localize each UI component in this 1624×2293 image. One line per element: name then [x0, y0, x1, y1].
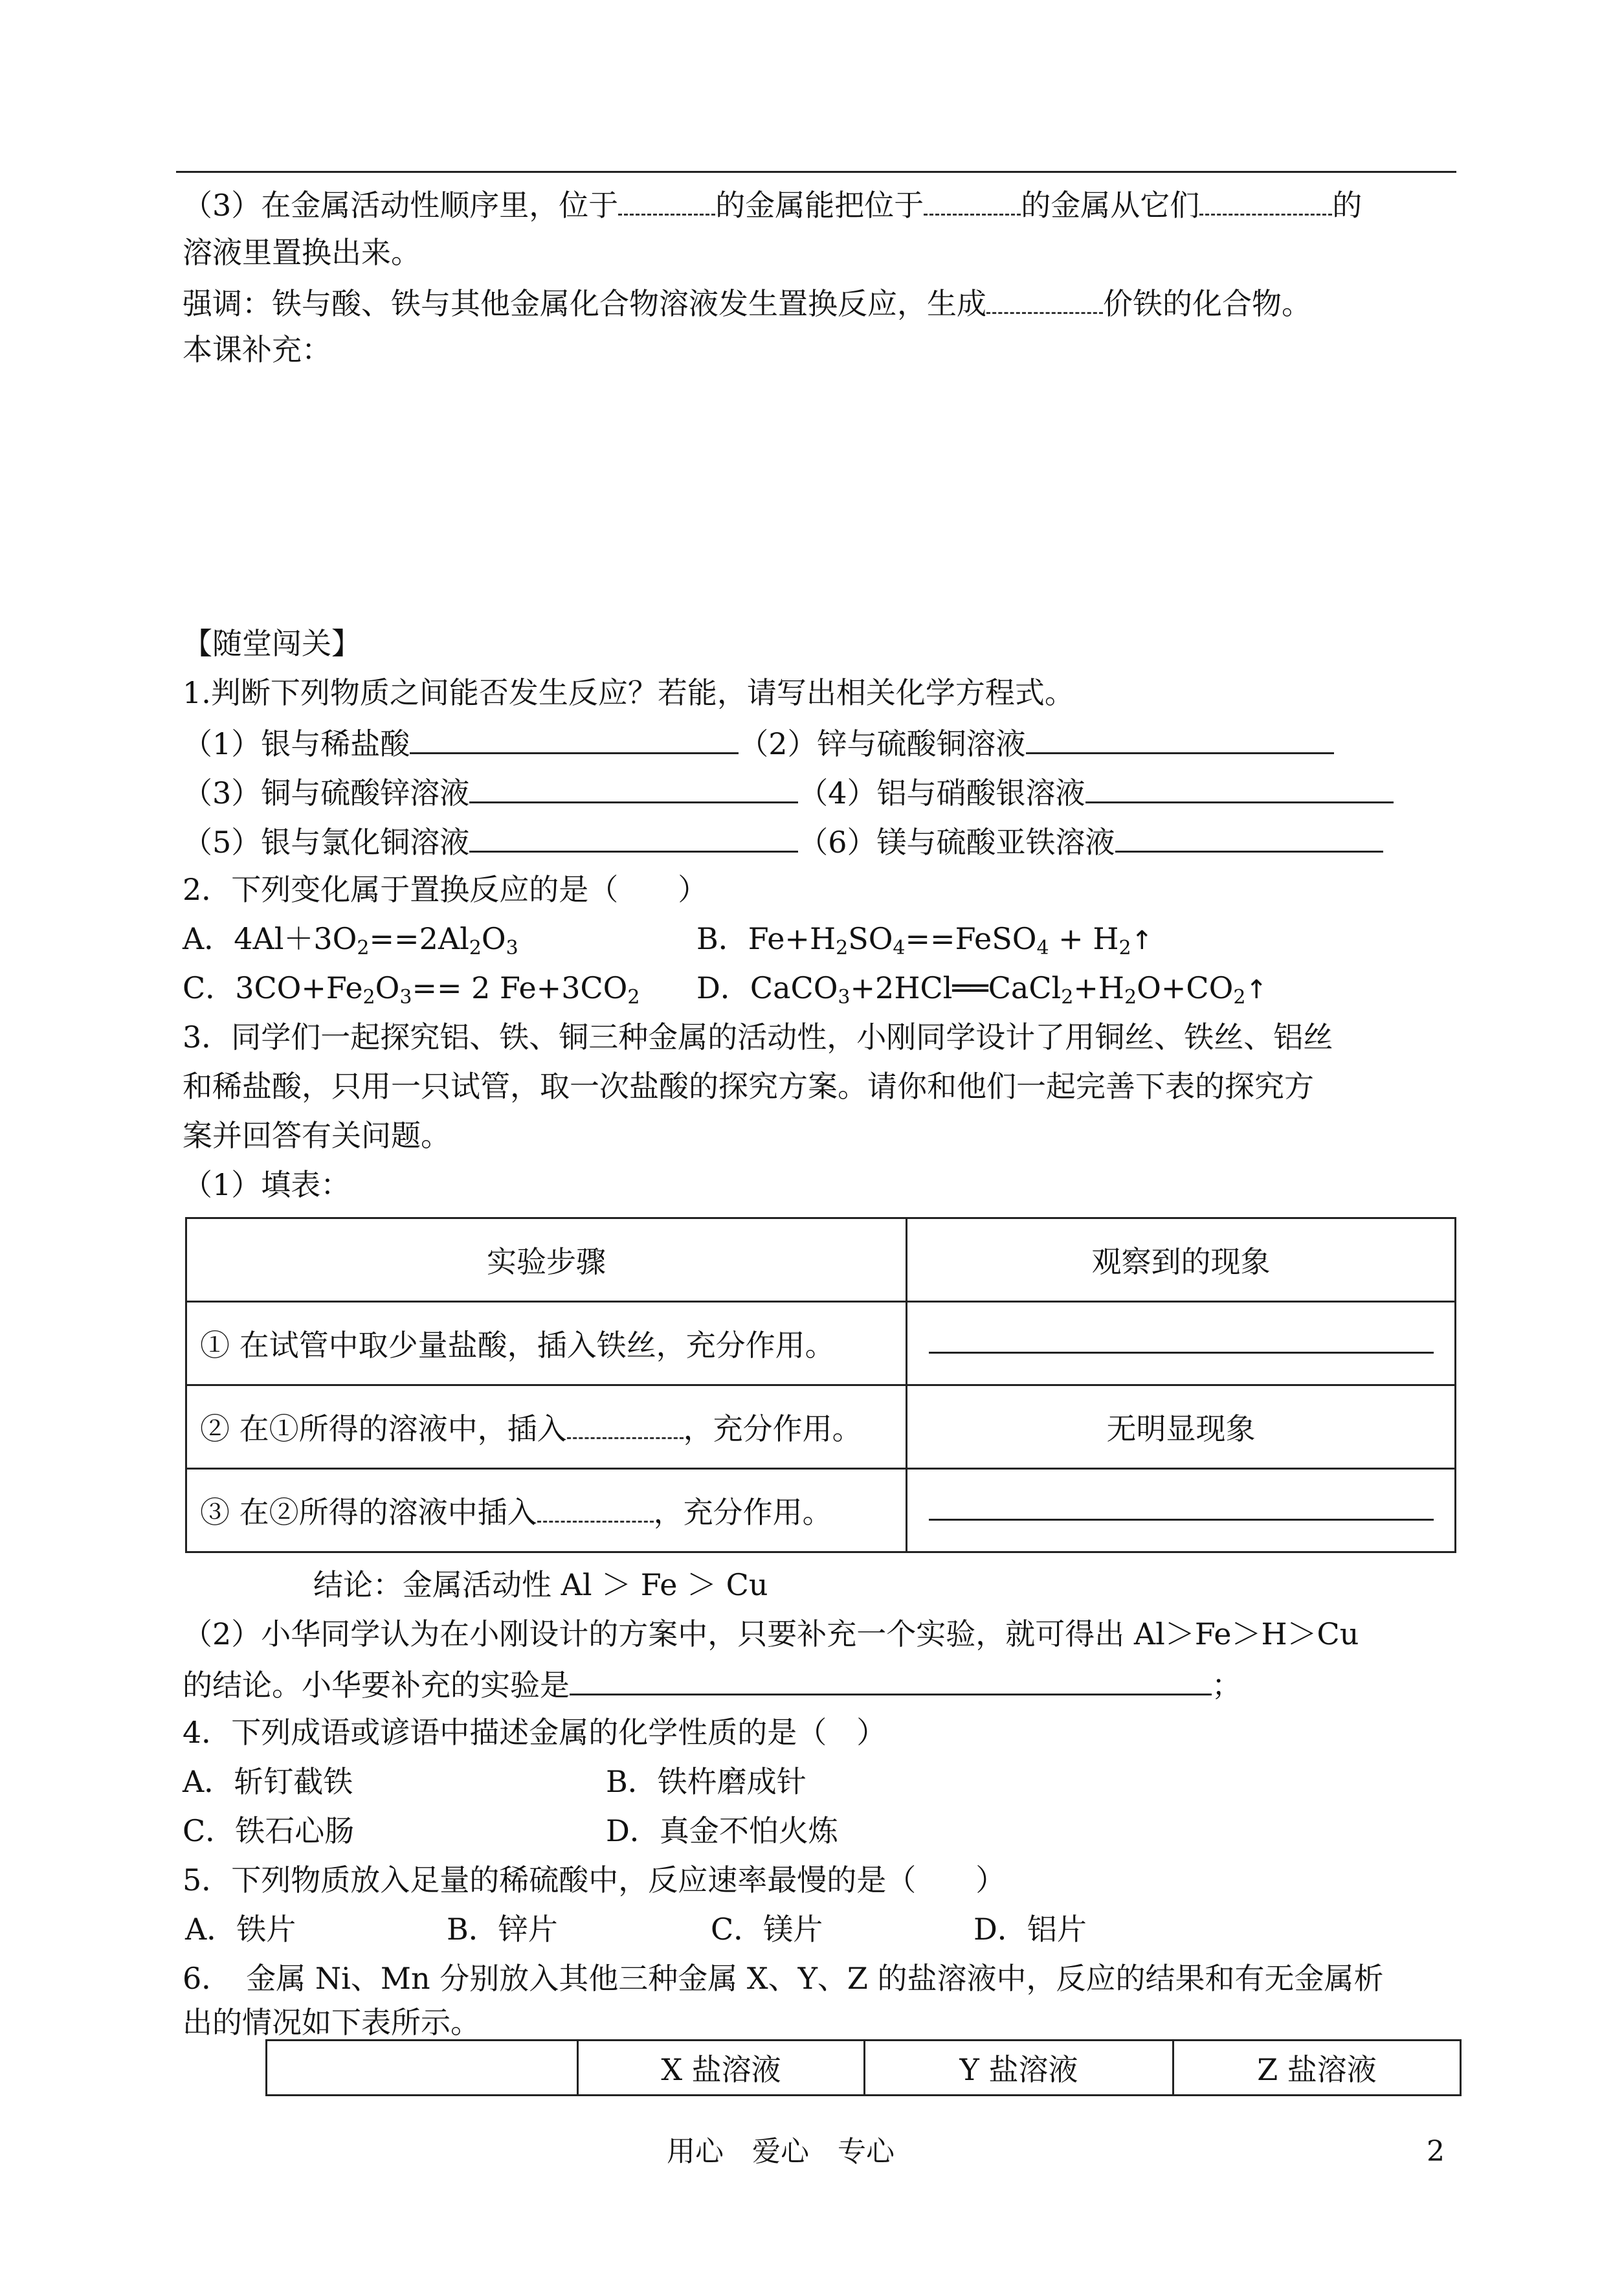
- table-header: Z 盐溶液: [1174, 2041, 1461, 2096]
- answer-blank[interactable]: [1026, 722, 1334, 754]
- q4-option-c[interactable]: C．铁石心肠: [183, 1813, 355, 1848]
- text: 的结论。小华要补充的实验是: [183, 1668, 570, 1703]
- table-header: Y 盐溶液: [865, 2041, 1174, 2096]
- q1-item: （2）锌与硫酸铜溶液: [739, 726, 1026, 761]
- q1-row2: [183, 772, 1394, 812]
- table-row: [186, 1302, 1456, 1385]
- gas-arrow-icon: ↑: [1131, 926, 1153, 956]
- q5-option-b[interactable]: B．锌片: [447, 1912, 558, 1947]
- q2-option-b[interactable]: B．$Fe+H_2SO_4==FeSO_4$ + $H_2↑$: [696, 921, 1153, 959]
- text: 的金属从它们: [1021, 188, 1200, 223]
- table-header: 实验步骤: [186, 1218, 907, 1302]
- blank[interactable]: [1199, 184, 1332, 216]
- q4-option-d[interactable]: D．真金不怕火炼: [606, 1813, 838, 1848]
- step-cell: ① 在试管中取少量盐酸，插入铁丝，充分作用。: [186, 1302, 907, 1385]
- answer-blank[interactable]: [929, 1499, 1434, 1521]
- answer-blank[interactable]: [469, 821, 798, 853]
- section3-line2: 溶液里置换出来。: [183, 235, 421, 270]
- table-row: [267, 2041, 1461, 2096]
- q1-item: （3）铜与硫酸锌溶液: [183, 776, 470, 811]
- q1-item: （5）银与氯化铜溶液: [183, 825, 470, 860]
- supplement-label: 本课补充：: [183, 332, 331, 367]
- answer-blank[interactable]: [410, 722, 739, 754]
- header-rule: [176, 171, 1456, 173]
- q6-line1: 6． 金属 Ni、Mn 分别放入其他三种金属 X、Y、Z 的盐溶液中，反应的结果和有无金属析: [183, 1961, 1384, 1996]
- blank[interactable]: [537, 1491, 654, 1523]
- q3-conclusion: 结论：金属活动性 Al ＞ Fe ＞ Cu: [313, 1567, 768, 1602]
- table-header: X 盐溶液: [578, 2041, 865, 2096]
- q1-row1: [183, 722, 1334, 763]
- q4-option-b[interactable]: B．铁杵磨成针: [606, 1764, 806, 1799]
- table-row: [186, 1218, 1456, 1302]
- step-cell: ③ 在②所得的溶液中插入 ，充分作用。: [186, 1469, 907, 1552]
- gas-arrow-icon: ↑: [1245, 975, 1267, 1005]
- observation-cell[interactable]: [907, 1302, 1456, 1385]
- text: （3）在金属活动性顺序里，位于: [183, 188, 619, 223]
- q6-line2: 出的情况如下表所示。: [183, 2005, 480, 2040]
- section-heading: 【随堂闯关】: [183, 626, 361, 661]
- q1-stem: 1.判断下列物质之间能否发生反应？若能，请写出相关化学方程式。: [183, 675, 1074, 710]
- q1-item: （1）银与稀盐酸: [183, 726, 410, 761]
- emphasis-line: [183, 282, 1311, 323]
- blank[interactable]: [924, 184, 1021, 216]
- q3-line1: 3．同学们一起探究铝、铁、铜三种金属的活动性，小刚同学设计了用铜丝、铁丝、铝丝: [183, 1020, 1333, 1055]
- answer-blank[interactable]: [1115, 821, 1383, 853]
- observation-cell[interactable]: [907, 1469, 1456, 1552]
- experiment-table: [185, 1217, 1456, 1553]
- q5-option-c[interactable]: C．镁片: [711, 1912, 823, 1947]
- answer-blank[interactable]: [570, 1664, 1212, 1695]
- q2-option-d[interactable]: D．$CaCO_3+2HCl══CaCl_2+H_2O+CO_2↑$: [696, 970, 1267, 1009]
- page-number: 2: [1427, 2135, 1445, 2168]
- q3-part2-line1: （2）小华同学认为在小刚设计的方案中，只要补充一个实验，就可得出 Al＞Fe＞H＞Cu: [183, 1616, 1359, 1651]
- q4-stem: 4．下列成语或谚语中描述金属的化学性质的是（ ）: [183, 1715, 887, 1750]
- text: ；: [1212, 1668, 1241, 1703]
- q3-line3: 案并回答有关问题。: [183, 1118, 450, 1153]
- salt-solution-table: [265, 2039, 1462, 2096]
- q3-line2: 和稀盐酸，只用一只试管，取一次盐酸的探究方案。请你和他们一起完善下表的探究方: [183, 1069, 1314, 1104]
- text: 价铁的化合物。: [1103, 286, 1311, 321]
- blank[interactable]: [618, 184, 715, 216]
- q5-stem: 5．下列物质放入足量的稀硫酸中，反应速率最慢的是（ ）: [183, 1862, 1006, 1897]
- q1-item: （6）镁与硫酸亚铁溶液: [798, 825, 1115, 860]
- section3-line1: [183, 184, 1362, 225]
- answer-blank[interactable]: [469, 772, 798, 803]
- observation-cell: 无明显现象: [907, 1385, 1456, 1469]
- q4-option-a[interactable]: A．斩钉截铁: [183, 1764, 353, 1799]
- q3-fill-label: （1）填表：: [183, 1167, 351, 1202]
- blank[interactable]: [567, 1407, 684, 1439]
- q1-item: （4）铝与硝酸银溶液: [798, 776, 1085, 811]
- q3-part2-line2: [183, 1664, 1241, 1705]
- blank[interactable]: [986, 282, 1103, 314]
- q2-stem: 2．下列变化属于置换反应的是（ ）: [183, 872, 708, 907]
- q1-row3: [183, 821, 1383, 862]
- text: 的金属能把位于: [715, 188, 924, 223]
- footer-motto: 用心 爱心 专心: [667, 2135, 895, 2168]
- text: 强调：铁与酸、铁与其他金属化合物溶液发生置换反应，生成: [183, 286, 986, 321]
- q5-option-d[interactable]: D．铝片: [973, 1912, 1087, 1947]
- table-header: [267, 2041, 578, 2096]
- step-cell: ② 在①所得的溶液中，插入 ，充分作用。: [186, 1385, 907, 1469]
- table-header: 观察到的现象: [907, 1218, 1456, 1302]
- table-row: [186, 1385, 1456, 1469]
- q2-option-a[interactable]: A．$4Al+3O_2==2Al_2O_3$: [183, 921, 518, 959]
- q5-option-a[interactable]: A．铁片: [185, 1912, 296, 1947]
- table-row: [186, 1469, 1456, 1552]
- text: 的: [1332, 188, 1363, 223]
- q2-option-c[interactable]: C．$3CO+Fe_2O_3== 2$ $Fe+3CO_2$: [183, 970, 640, 1009]
- answer-blank[interactable]: [1085, 772, 1394, 803]
- answer-blank[interactable]: [929, 1332, 1434, 1354]
